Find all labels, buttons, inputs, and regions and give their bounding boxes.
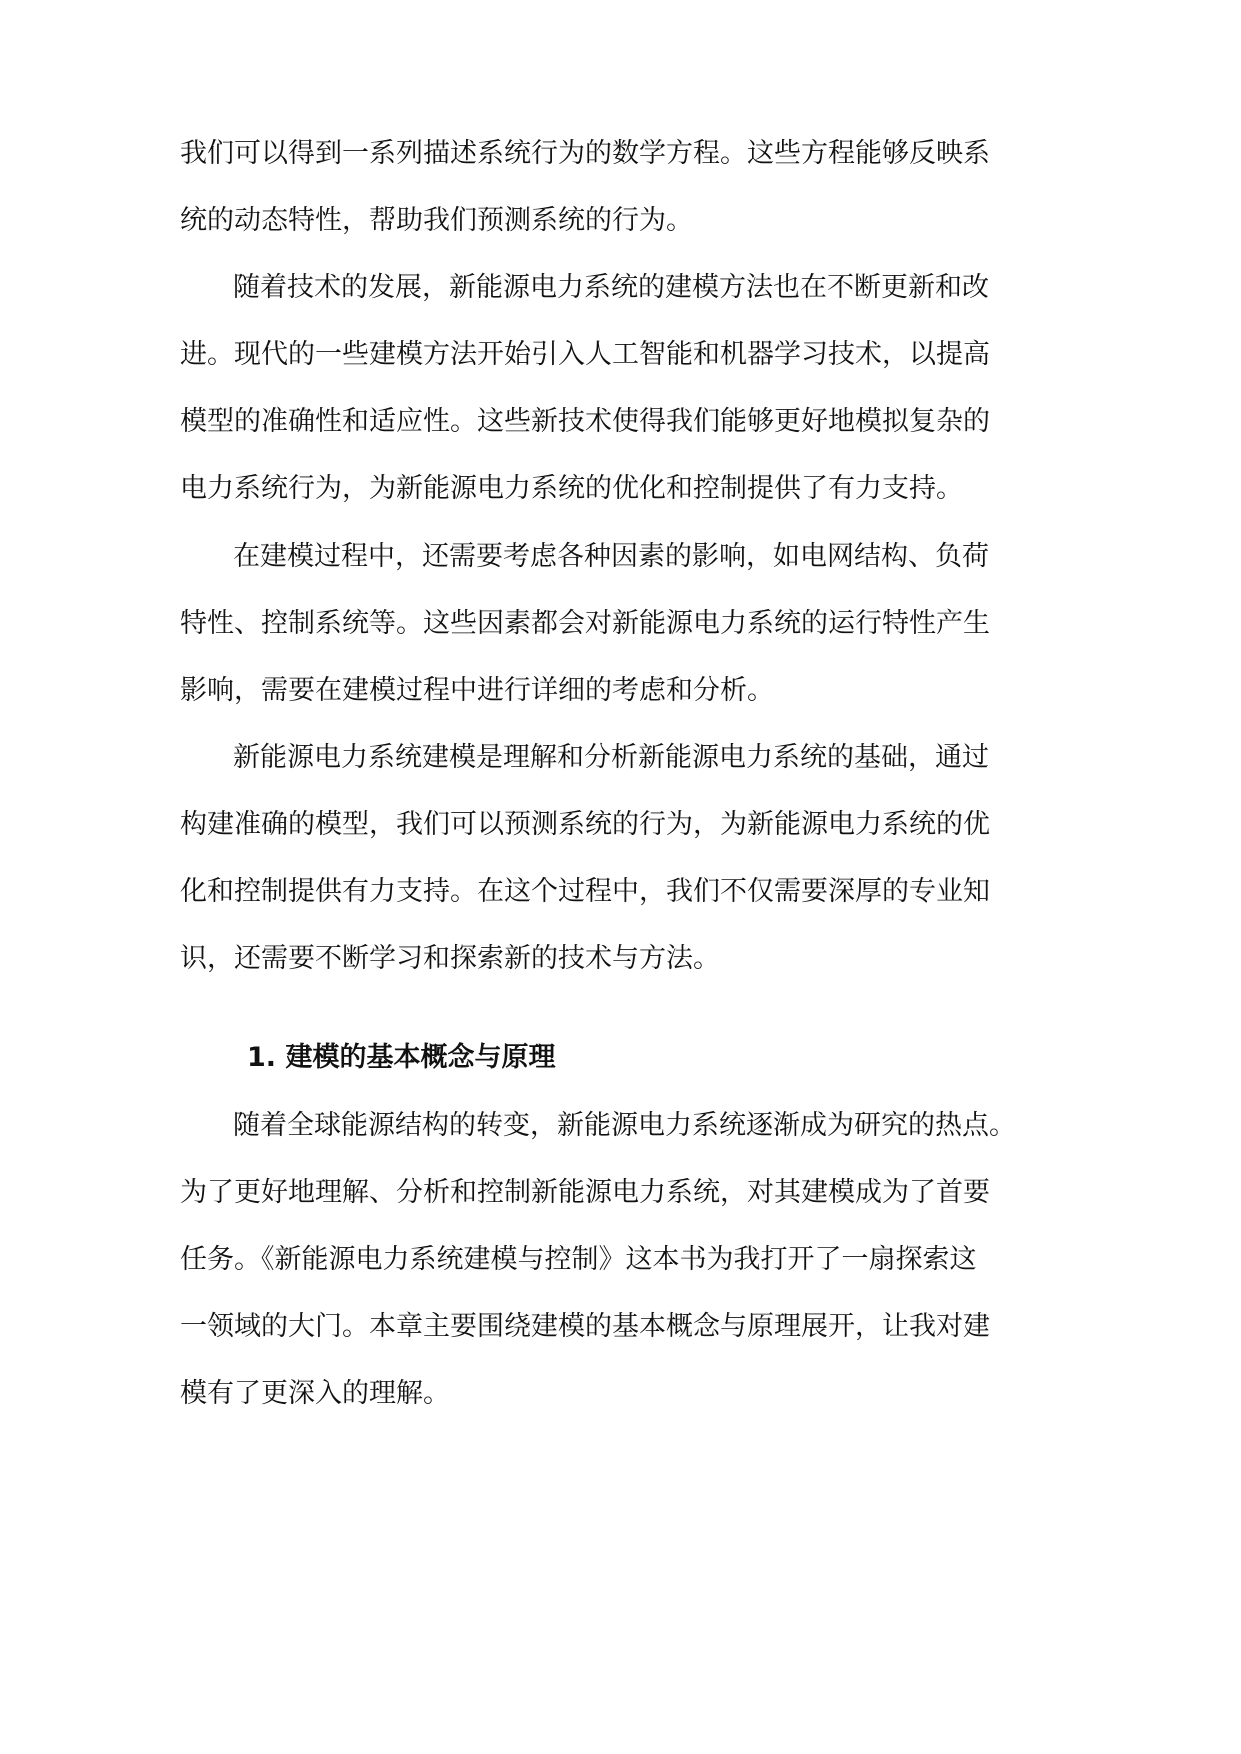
paragraph-line: 随着技术的发展，新能源电力系统的建模方法也在不断更新和改 <box>233 272 989 303</box>
paragraph-line: 模型的准确性和适应性。这些新技术使得我们能够更好地模拟复杂的 <box>180 406 990 437</box>
paragraph-line: 模有了更深入的理解。 <box>180 1378 450 1409</box>
paragraph-line: 识，还需要不断学习和探索新的技术与方法。 <box>180 943 720 974</box>
paragraph-line: 为了更好地理解、分析和控制新能源电力系统，对其建模成为了首要 <box>180 1177 990 1208</box>
paragraph-line: 化和控制提供有力支持。在这个过程中，我们不仅需要深厚的专业知 <box>180 876 990 907</box>
paragraph-line: 影响，需要在建模过程中进行详细的考虑和分析。 <box>180 675 774 706</box>
paragraph-line: 构建准确的模型，我们可以预测系统的行为，为新能源电力系统的优 <box>180 809 990 840</box>
paragraph-line: 我们可以得到一系列描述系统行为的数学方程。这些方程能够反映系 <box>180 138 990 169</box>
paragraph-line: 统的动态特性，帮助我们预测系统的行为。 <box>180 205 693 236</box>
section-heading: 1. 建模的基本概念与原理 <box>247 1042 556 1073</box>
paragraph-line: 一领域的大门。本章主要围绕建模的基本概念与原理展开，让我对建 <box>180 1311 990 1342</box>
paragraph-line: 任务。《新能源电力系统建模与控制》这本书为我打开了一扇探索这 <box>180 1244 977 1275</box>
paragraph-line: 在建模过程中，还需要考虑各种因素的影响，如电网结构、负荷 <box>233 541 989 572</box>
paragraph-line: 新能源电力系统建模是理解和分析新能源电力系统的基础，通过 <box>233 742 989 773</box>
paragraph-line: 随着全球能源结构的转变，新能源电力系统逐渐成为研究的热点。 <box>233 1110 1016 1141</box>
paragraph-line: 电力系统行为，为新能源电力系统的优化和控制提供了有力支持。 <box>180 473 963 504</box>
paragraph-line: 特性、控制系统等。这些因素都会对新能源电力系统的运行特性产生 <box>180 608 990 639</box>
paragraph-line: 进。现代的一些建模方法开始引入人工智能和机器学习技术，以提高 <box>180 339 990 370</box>
